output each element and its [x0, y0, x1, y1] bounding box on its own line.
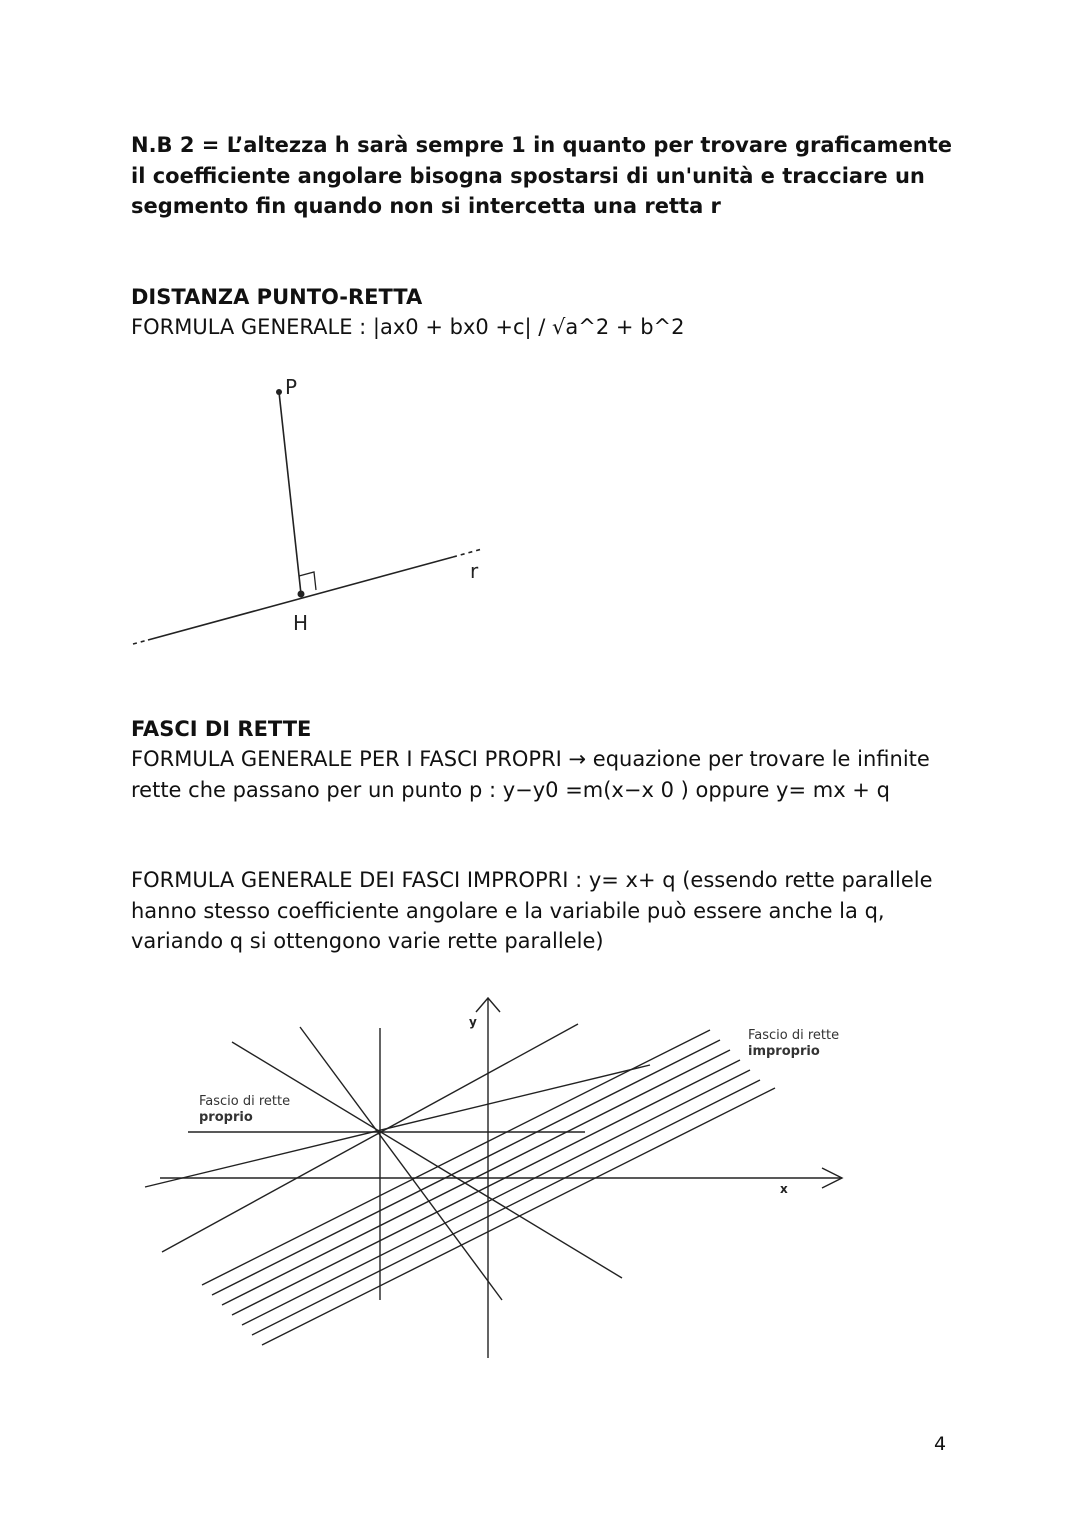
proper-line-2: [145, 1065, 650, 1187]
proper-label-line2: proprio: [199, 1110, 253, 1125]
label-h: H: [293, 611, 309, 635]
label-r: r: [470, 559, 479, 583]
note-nb2: N.B 2 = L’altezza h sarà sempre 1 in quanto per trovare graficamente il coefficiente angolare bisogna spostarsi di un'unità e tracciare un segmento fin quando non si intercetta una retta r: [131, 133, 953, 218]
improper-line-5: [242, 1070, 750, 1325]
proper-label-line1: Fascio di rette: [199, 1094, 291, 1109]
improper-line-4: [232, 1060, 740, 1315]
heading-fasci-di-rette: FASCI DI RETTE: [131, 717, 312, 741]
heading-distanza-punto-retta: DISTANZA PUNTO-RETTA: [131, 285, 423, 309]
formula-fasci-impropri: FORMULA GENERALE DEI FASCI IMPROPRI : y= x+ q (essendo rette parallele hanno stesso coefficiente angolare e la variabile può essere anche la q, variando q si ottengono varie rette parallele): [131, 868, 933, 953]
proper-line-3: [232, 1042, 622, 1278]
improper-label-line1: Fascio di rette: [748, 1028, 840, 1043]
formula-distanza: FORMULA GENERALE : |ax0 + bx0 +c| / √a^2 + b^2: [131, 315, 685, 339]
y-axis-label: y: [469, 1015, 477, 1029]
page-number: 4: [934, 1433, 947, 1455]
x-axis-label: x: [780, 1182, 788, 1196]
proper-line-4: [300, 1027, 502, 1300]
formula-fasci-propri: FORMULA GENERALE PER I FASCI PROPRI → equazione per trovare le infinite rette che passano per un punto p : y−y0 =m(x−x 0 ) oppure y= mx + q: [131, 747, 930, 802]
improper-label-line2: improprio: [748, 1044, 820, 1059]
improper-line-2: [212, 1040, 720, 1295]
label-p: P: [285, 375, 298, 399]
improper-line-1: [202, 1030, 710, 1285]
improper-line-6: [252, 1080, 760, 1335]
